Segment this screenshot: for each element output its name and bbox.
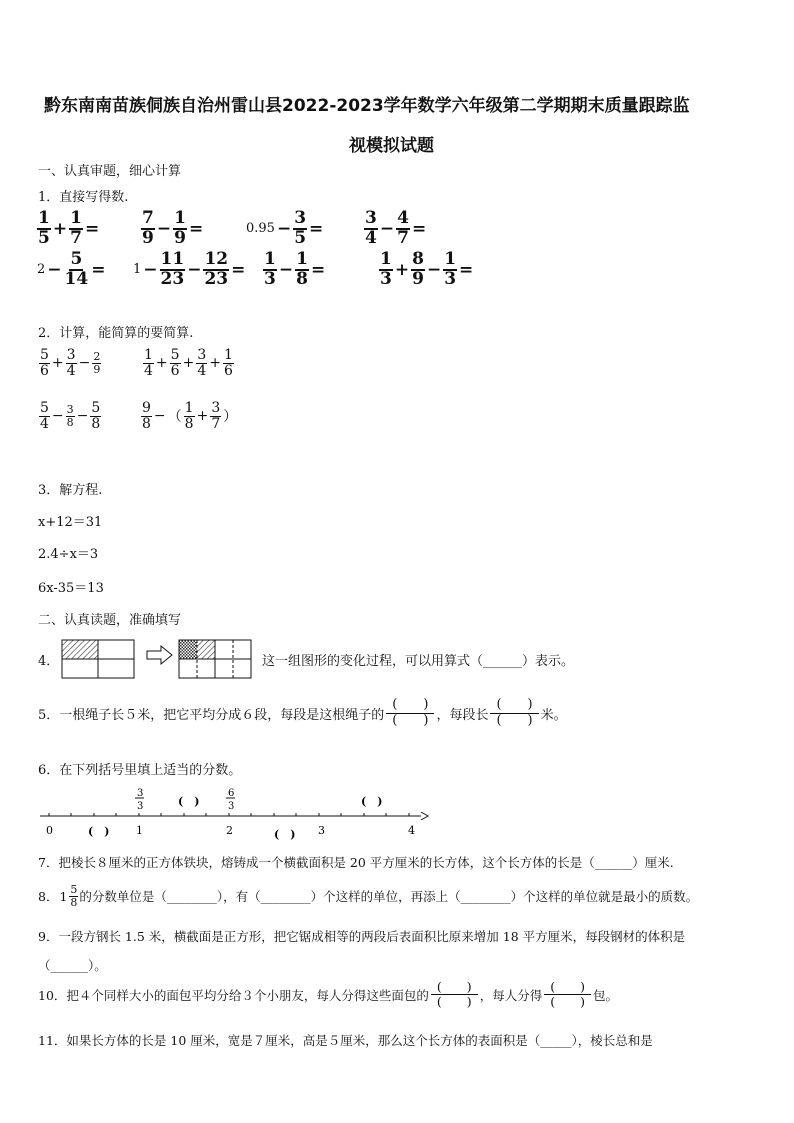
q5-text-1: 5．一根绳子长５米，把它平均分成６段，每段是这根绳子的 (38, 707, 385, 723)
q4-figure (60, 636, 255, 682)
q5-text-2: ，每段长 (436, 707, 489, 723)
q1c-expression: 0.95 − $\frac{3}{5}$ = (246, 208, 324, 248)
q1f-expression: 1 − $\frac{11}{23}$ − $\frac{12}{23}$ = (133, 249, 246, 289)
q3-equation-3: 6x-35＝13 (38, 581, 104, 596)
q9-question-line-2: （______）。 (38, 958, 107, 973)
q8-question: 8．1 $\frac{5}{8}$ 的分数单位是（________），有（________）个这样的单位，再添上（________）个这样的单位就是最小的质数。 (38, 883, 699, 909)
tick-label-4: 4 (408, 824, 415, 837)
q6-blank-lower-2[interactable]: ( ) (274, 828, 296, 841)
rectangle-divided-shaded (179, 640, 251, 678)
q8-mixed-number: 1 $\frac{5}{8}$ (59, 883, 78, 909)
q9-question-line-1: 9．一段方钢长 1.5 米，横截面是正方形，把它锯成相等的两段后表面积比原来增加 18 平方厘米，每段钢材的体积是 (38, 929, 686, 944)
q1d-expression: $\frac{3}{4}$ − $\frac{4}{7}$ = (365, 208, 427, 248)
q1b-expression: $\frac{7}{9}$ − $\frac{1}{9}$ = (142, 208, 204, 248)
q1a-expression: $\frac{1}{5}$ + $\frac{1}{7}$ = (38, 208, 100, 248)
q10-question (38, 980, 618, 1010)
fraction-6-3-denominator: 3 (228, 801, 235, 812)
q5-blank-fraction-2[interactable]: $\frac{( )}{( )}$ (490, 698, 538, 729)
fraction-6-3-numerator: 6 (228, 788, 235, 799)
q10-text-2: ，每人分得 (479, 987, 543, 1003)
tick-label-1: 1 (136, 824, 143, 837)
q3-equation-2: 2.4÷x＝3 (38, 547, 99, 562)
q5-text-3: 米。 (540, 707, 567, 723)
q2d-expression: $\frac{9}{8}$ − （ $\frac{1}{8}$ + $\frac{3}{7}$ ） (142, 400, 238, 432)
q11-question: 11．如果长方体的长是 10 厘米，宽是７厘米，高是５厘米，那么这个长方体的表面积是（_____），棱长总和是 (38, 1033, 653, 1048)
q1h-expression: $\frac{1}{3}$ + $\frac{8}{9}$ − $\frac{1}{3}$ = (380, 249, 474, 289)
q2b-expression: $\frac{1}{4}$ + $\frac{5}{6}$ + $\frac{3}{4}$ + $\frac{1}{6}$ (144, 347, 233, 379)
tick-label-0: 0 (46, 824, 53, 837)
q1g-expression: $\frac{1}{3}$ − $\frac{1}{8}$ = (264, 249, 326, 289)
arrow-right-icon (147, 646, 172, 664)
q2a-expression: $\frac{5}{6}$ + $\frac{3}{4}$ − $\frac{2}{9}$ (40, 347, 101, 379)
q6-blank-lower-1[interactable]: ( ) (88, 825, 110, 838)
q10-text-1: 10．把４个同样大小的面包平均分给３个小朋友，每人分得这些面包的 (38, 987, 429, 1003)
q10-text-3: 包。 (592, 987, 618, 1003)
fraction-3-3-denominator: 3 (137, 801, 144, 812)
q5-blank-fraction-1[interactable]: $\frac{( )}{( )}$ (386, 698, 434, 729)
q4-number: 4． (38, 654, 60, 669)
q10-blank-fraction-2[interactable]: $\frac{( )}{( )}$ (544, 980, 591, 1010)
q6-blank-upper-1[interactable]: ( ) (178, 795, 200, 808)
q6-number-line (36, 785, 436, 845)
section-1-heading: 一、认真审题，细心计算 (38, 164, 182, 179)
q4-text: 这一组图形的变化过程，可以用算式（______）表示。 (262, 654, 575, 669)
section-2-heading: 二、认真读题，准确填写 (38, 613, 182, 628)
fraction-3-3-numerator: 3 (137, 788, 144, 799)
title-line-2: 视模拟试题 (349, 136, 434, 156)
tick-label-2: 2 (226, 824, 233, 837)
title-line-1: 黔东南南苗族侗族自治州雷山县2022-2023学年数学六年级第二学期期末质量跟踪监 (44, 96, 690, 116)
q1e-expression: 2 − $\frac{5}{14}$ = (37, 249, 106, 289)
q5-question (38, 698, 567, 729)
tick-label-3: 3 (318, 824, 325, 837)
q10-blank-fraction-1[interactable]: $\frac{( )}{( )}$ (431, 980, 478, 1010)
q1-label: 1．直接写得数. (38, 190, 129, 205)
q6-label: 6．在下列括号里填上适当的分数。 (38, 763, 242, 778)
q2c-expression: $\frac{5}{4}$ − $\frac{3}{8}$ − $\frac{5}{8}$ (40, 400, 101, 432)
q3-label: 3．解方程. (38, 483, 103, 498)
q7-question: 7．把棱长８厘米的正方体铁块，熔铸成一个横截面积是 20 平方厘米的长方体，这个长方体的长是（______）厘米. (38, 855, 674, 870)
rectangle-one-half-shaded (62, 640, 134, 678)
q6-blank-upper-2[interactable]: ( ) (361, 795, 383, 808)
q2-label: 2．计算，能简算的要简算. (38, 326, 194, 341)
q3-equation-1: x+12＝31 (38, 515, 103, 530)
